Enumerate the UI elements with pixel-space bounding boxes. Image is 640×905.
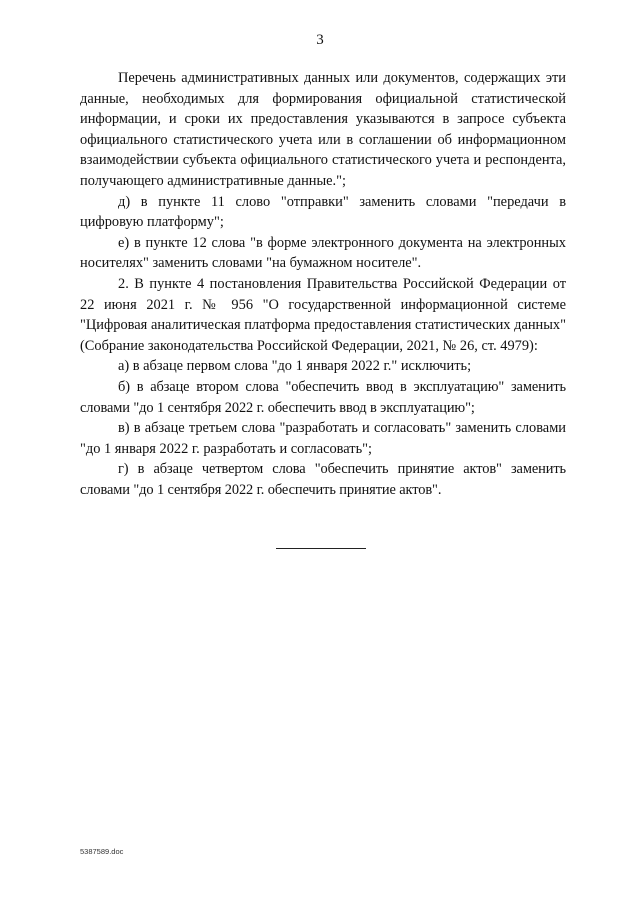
footer-document-code: 5387589.doc [80,847,124,856]
paragraph-point-2: 2. В пункте 4 постановления Правительства Российской Федерации от 22 июня 2021 г. № 956 "О государственной информационной системе "Цифровая аналитическая платформа предоставления статистических данных" (Собрание законодательства Российской Федерации, 2021, № 26, ст. 4979): [80,275,566,354]
page-number: 3 [316,32,324,48]
end-separator-line [276,548,366,549]
document-body [80,68,566,500]
paragraph-item-d: д) в пункте 11 слово "отправки" заменить словами "передачи в цифровую платформу"; [80,193,566,231]
paragraph-admin-data-list: Перечень административных данных или документов, содержащих эти данные, необходимых для формирования официальной статистической информации, и сроки их предоставления указываются в запросе субъекта официального статистического учета или в соглашении об информационном взаимодействии субъекта официального статистического учета и респондента, получающего административные данные."; [80,70,566,189]
paragraph-item-a: а) в абзаце первом слова "до 1 января 2022 г." исключить; [118,358,472,375]
paragraph-item-e: е) в пункте 12 слова "в форме электронного документа на электронных носителях" заменить словами "на бумажном носителе". [80,234,566,272]
paragraph-item-b: б) в абзаце втором слова "обеспечить ввод в эксплуатацию" заменить словами "до 1 сентября 2022 г. обеспечить ввод в эксплуатацию"; [80,378,566,416]
paragraph-item-v: в) в абзаце третьем слова "разработать и согласовать" заменить словами "до 1 января 2022 г. разработать и согласовать"; [80,420,566,457]
paragraph-item-g: г) в абзаце четвертом слова "обеспечить принятие актов" заменить словами "до 1 сентября 2022 г. обеспечить принятие актов". [80,461,566,498]
